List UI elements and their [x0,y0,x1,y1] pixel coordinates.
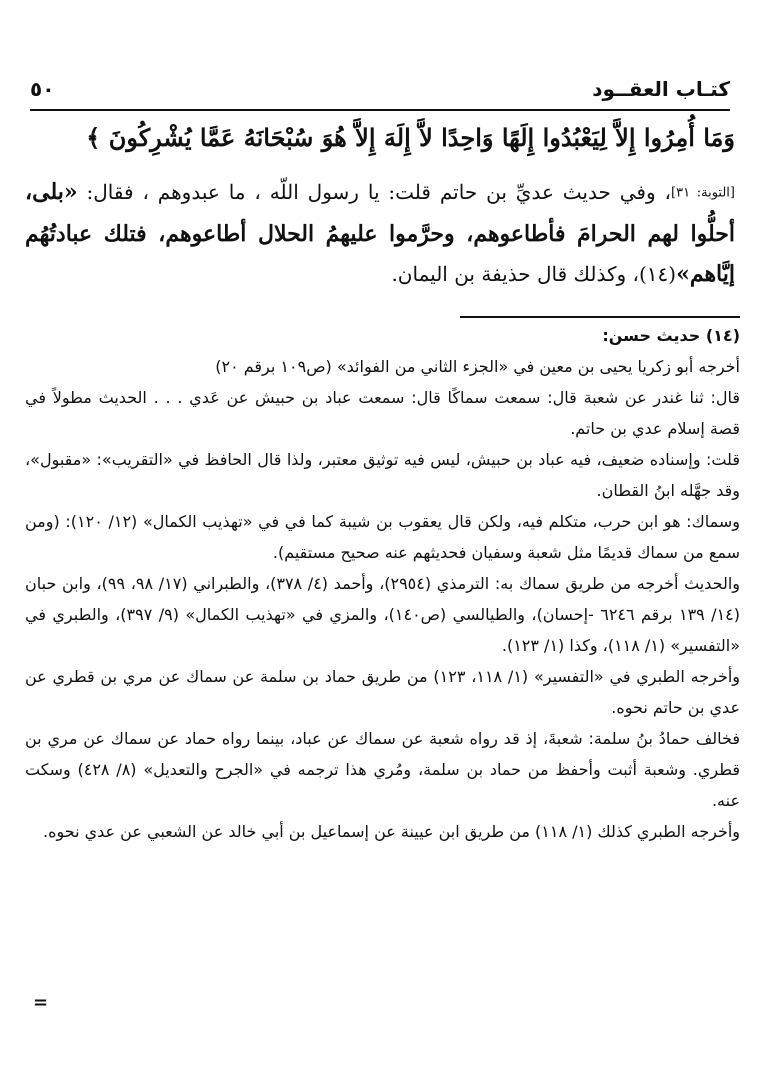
main-line-1: ، وفي حديث عديِّ بن حاتم قلت: يا رسول اللّه ، ما عبدوهم ، [142,180,672,204]
main-line-2a: فقال: [77,180,134,204]
footnote-paragraph: فخالف حمادُ بنُ سلمة: شعبةَ، إذ قد رواه شعبة عن سماك عن عباد، بينما رواه حماد عن سماك عن مري بن قطري. وشعبة أثبت وأحفظ من حماد بن سلمة، ومُري هذا ترجمه في «الجرح والتعديل» (٨/ ٤٢٨) وسكت عنه. [25,729,740,810]
page-header [30,75,730,111]
main-line-2c: (١٤)، وكذلك قال حذيفة بن اليمان. [391,261,677,286]
footnote-separator [460,316,740,318]
footnote-paragraph: وأخرجه الطبري كذلك (١/ ١١٨) من طريق ابن عيينة عن إسماعيل بن أبي خالد عن الشعبي عن عدي نحوه. [43,822,740,841]
footnote-paragraph: قلت: وإسناده ضعيف، فيه عباد بن حبيش، ليس فيه توثيق معتبر، ولذا قال الحافظ في «التقريب»: «مقبول»، وقد جهَّله ابنُ القطان. [25,450,740,500]
verse-reference: [التوبة: ٣١] [671,185,735,201]
margin-mark: = [33,992,49,1013]
quran-verse: وَمَا أُمِرُوا إِلاَّ لِيَعْبُدُوا إِلَهًا وَاحِدًا لاَّ إِلَهَ إِلاَّ هُوَ سُبْحَانَهُ عَمَّا يُشْرِكُونَ ﴾ [86,123,735,152]
footnote-paragraph: وسماك: هو ابن حرب، متكلم فيه، ولكن قال يعقوب بن شيبة كما في في «تهذيب الكمال» (١٢/ ١٢٠): (ومن سمع من سماك قديمًا مثل شعبة وسفيان فحديثهم عنه صحيح مستقيم). [25,512,741,562]
footnote-paragraph: والحديث أخرجه من طريق سماك به: الترمذي (٢٩٥٤)، وأحمد (٤/ ٣٧٨)، والطبراني (١٧/ ٩٨، ٩٩)، وابن حبان (١٤/ ١٣٩ برقم ٦٢٤٦ -إحسان)، والطيالسي (ص١٤٠)، والمزي في «تهذيب الكمال» (٩/ ٣٩٧)، والطبري في «التفسير» (١/ ١١٨)، وكذا (١/ ١٢٣). [25,574,741,655]
footnotes [25,320,740,847]
footnote-paragraph: أخرجه أبو زكريا يحيى بن معين في «الجزء الثاني من الفوائد» (ص١٠٩ برقم ٢٠) [215,357,740,376]
main-text [25,172,735,294]
footnote-heading: (١٤) حديث حسن: [602,326,740,345]
book-title: كتـاب العقــود [592,77,730,101]
hadith-quote: «بلى، أحلُّوا لهم الحرامَ فأطاعوهم، وحرَّموا عليهمُ الحلال أطاعوهم، فتلك عبادتُهُم إيَّاهم» [25,179,735,287]
footnote-paragraph: قال: ثنا غندر عن شعبة قال: سمعت سماكًا قال: سمعت عباد بن حبيش عن عَدي . . . الحديث مطولاً في قصة إسلام عدي بن حاتم. [25,388,740,438]
page-number: ٥٠ [30,77,55,101]
footnote-paragraph: وأخرجه الطبري في «التفسير» (١/ ١١٨، ١٢٣) من طريق حماد بن سلمة عن سماك عن مري بن قطري عن عدي بن حاتم نحوه. [25,667,741,717]
